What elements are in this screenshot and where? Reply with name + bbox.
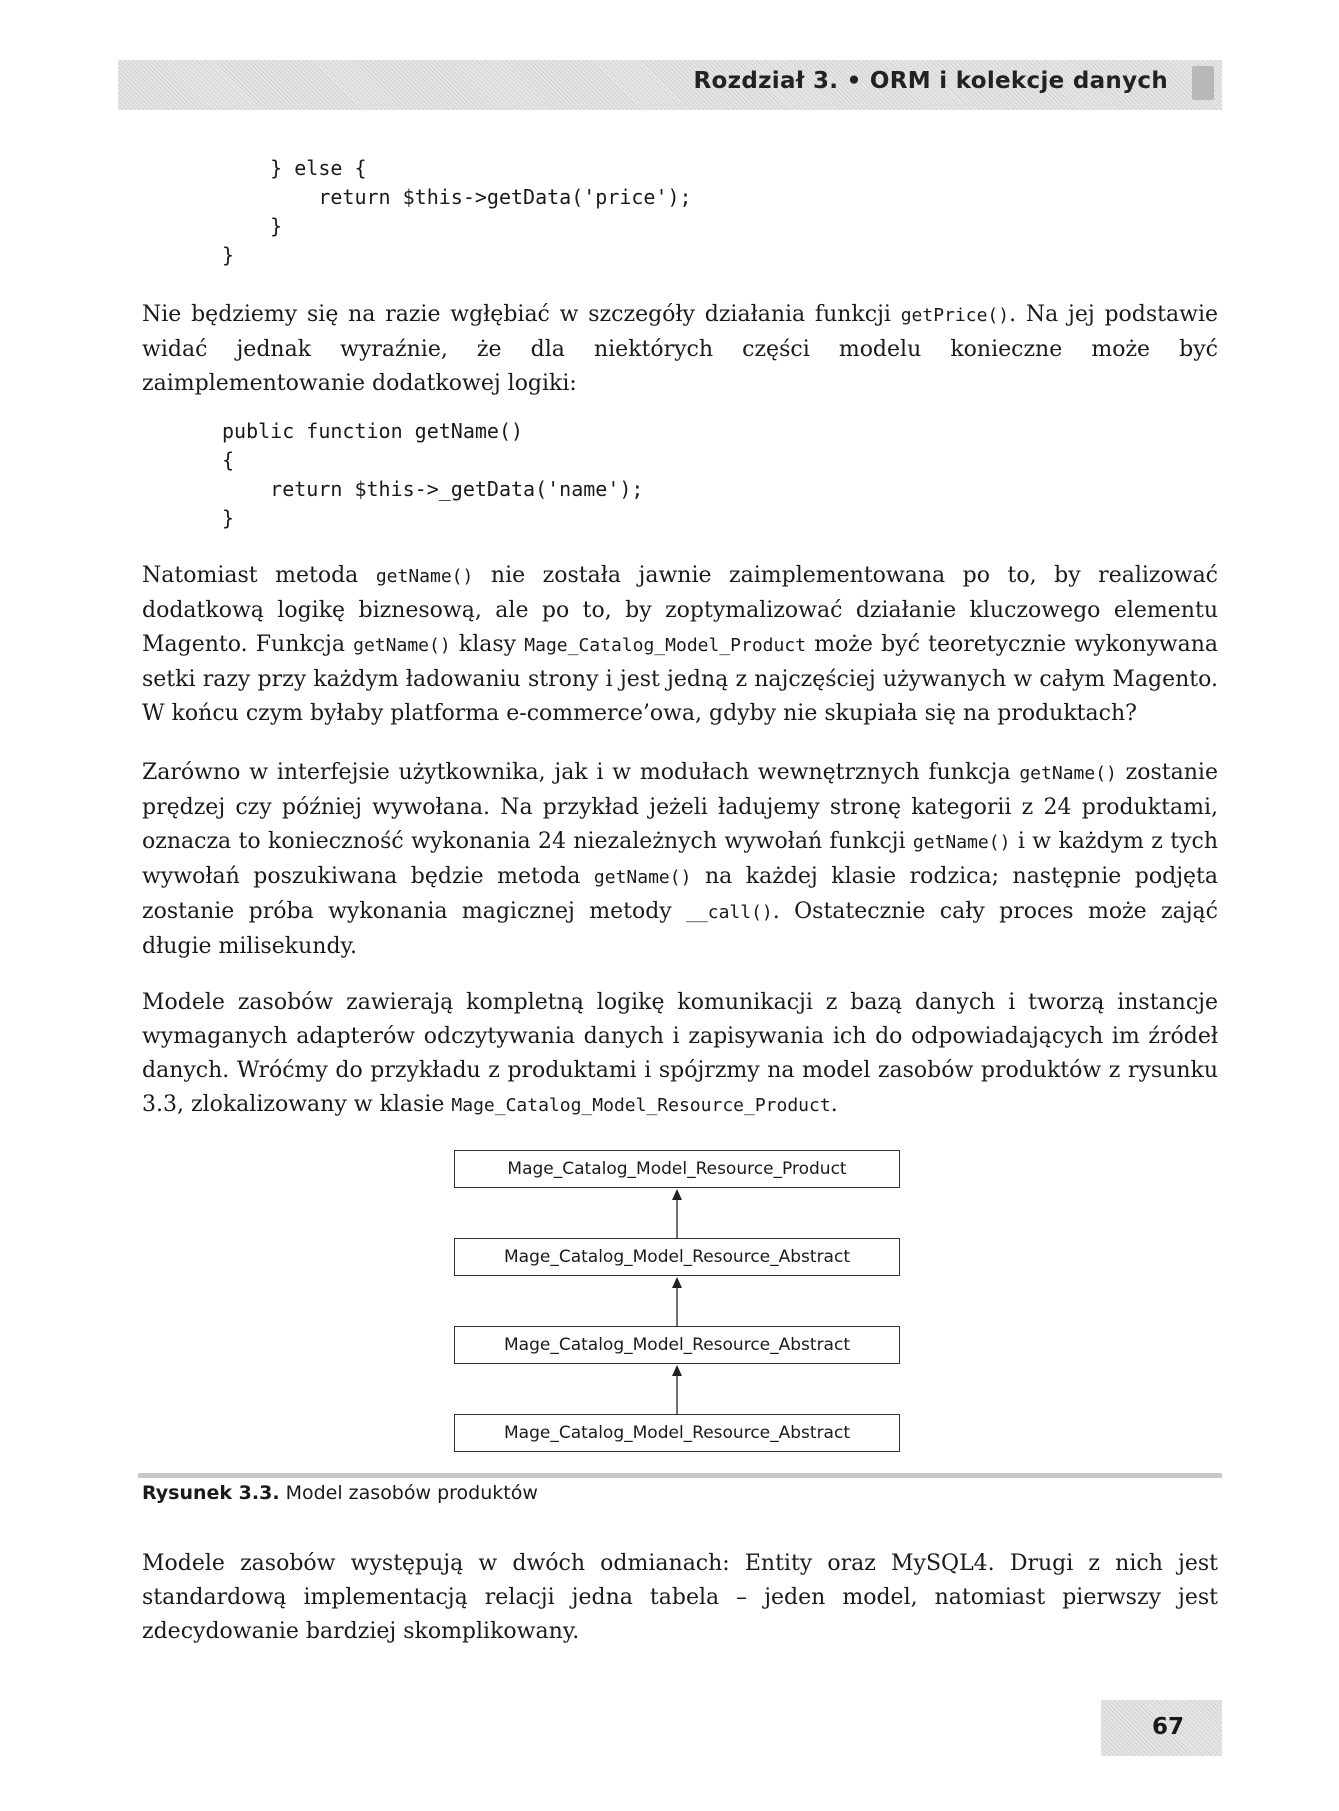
inline-code: getName() <box>353 635 451 656</box>
code-line: public function getName() <box>222 419 524 443</box>
code-line: } <box>222 506 235 530</box>
page-number: 67 <box>1151 1714 1184 1740</box>
diagram-box-resource-abstract: Mage_Catalog_Model_Resource_Abstract <box>454 1238 900 1276</box>
class-hierarchy-diagram <box>454 1150 902 1462</box>
header-tab-marker <box>1192 66 1214 100</box>
code-block-getname <box>222 417 643 533</box>
diagram-box-resource-product: Mage_Catalog_Model_Resource_Product <box>454 1150 900 1188</box>
inline-code: getName() <box>593 867 692 888</box>
paragraph: Modele zasobów występują w dwóch odmianach: Entity oraz MySQL4. Drugi z nich jest standardową implementacją relacji jedna tabela – jeden model, natomiast pierwszy jest zdecydowanie bardziej skomplikowany. <box>142 1551 1218 1644</box>
chapter-title: Rozdział 3. • ORM i kolekcje danych <box>693 68 1168 94</box>
figure-label: Rysunek 3.3. <box>142 1482 280 1504</box>
inline-code: Mage_Catalog_Model_Resource_Product <box>451 1095 831 1116</box>
paragraph: Modele zasobów zawierają kompletną logikę komunikacji z bazą danych i tworzą instancje wymaganych adapterów odczytywania danych i zapisywania ich do odpowiadających im źródeł danych. Wróćmy do przykładu z produktami i spójrzmy na model zasobów produktów z rysunku 3.3, zlokalizowany w klasie Mage_Catalog_Model_Resource_Product. <box>142 990 1218 1117</box>
chapter-header-bar <box>118 60 1222 110</box>
inline-code: getName() <box>1019 763 1117 784</box>
inline-code: getName() <box>375 566 474 587</box>
figure-caption-text: Model zasobów produktów <box>279 1482 538 1504</box>
code-line: } <box>222 214 283 238</box>
code-line: return $this->_getData('name'); <box>222 477 644 501</box>
page-number-box <box>1101 1700 1222 1756</box>
inheritance-arrow-icon <box>666 1276 688 1326</box>
inheritance-arrow-icon <box>666 1188 688 1238</box>
code-line: } <box>222 243 235 267</box>
code-line: } else { <box>222 156 367 180</box>
inline-code: getName() <box>912 832 1011 853</box>
paragraph: Natomiast metoda getName() nie została jawnie zaimplementowana po to, by realizować dodatkową logikę biznesową, ale po to, by zoptymalizować działanie kluczowego elementu Magento. Funkcja getName() klasy Mage_Catalog_Model_Product może być teoretycznie wykonywana setki razy przy każdym ładowaniu strony i jest jedną z najczęściej używanych w całym Magento. W końcu czym byłaby platforma e-commerce’owa, gdyby nie skupiała się na produktach? <box>142 563 1219 726</box>
code-block-price <box>222 154 692 270</box>
paragraph: Nie będziemy się na razie wgłębiać w szczegóły działania funkcji getPrice(). Na jej podstawie widać jednak wyraźnie, że dla niektórych części modelu konieczne może być zaimplementowanie dodatkowej logiki: <box>142 302 1219 396</box>
diagram-box-resource-abstract: Mage_Catalog_Model_Resource_Abstract <box>454 1414 900 1452</box>
paragraph: Zarówno w interfejsie użytkownika, jak i w modułach wewnętrznych funkcja getName() zostanie prędzej czy później wywołana. Na przykład jeżeli ładujemy stronę kategorii z 24 produktami, oznacza to konieczność wykonania 24 niezależnych wywołań funkcji getName() i w każdym z tych wywołań poszukiwana będzie metoda getName() na każdej klasie rodzica; następnie podjęta zostanie próba wykonania magicznej metody __call(). Ostatecznie cały proces może zająć długie milisekundy. <box>142 760 1219 959</box>
inline-code: Mage_Catalog_Model_Product <box>524 635 807 656</box>
inline-code: __call() <box>686 902 773 923</box>
inheritance-arrow-icon <box>666 1364 688 1414</box>
figure-caption <box>142 1482 538 1504</box>
code-line: return $this->getData('price'); <box>222 185 692 209</box>
caption-divider <box>138 1473 1222 1478</box>
diagram-box-resource-abstract: Mage_Catalog_Model_Resource_Abstract <box>454 1326 900 1364</box>
code-line: { <box>222 448 235 472</box>
inline-code: getPrice() <box>900 305 1010 326</box>
